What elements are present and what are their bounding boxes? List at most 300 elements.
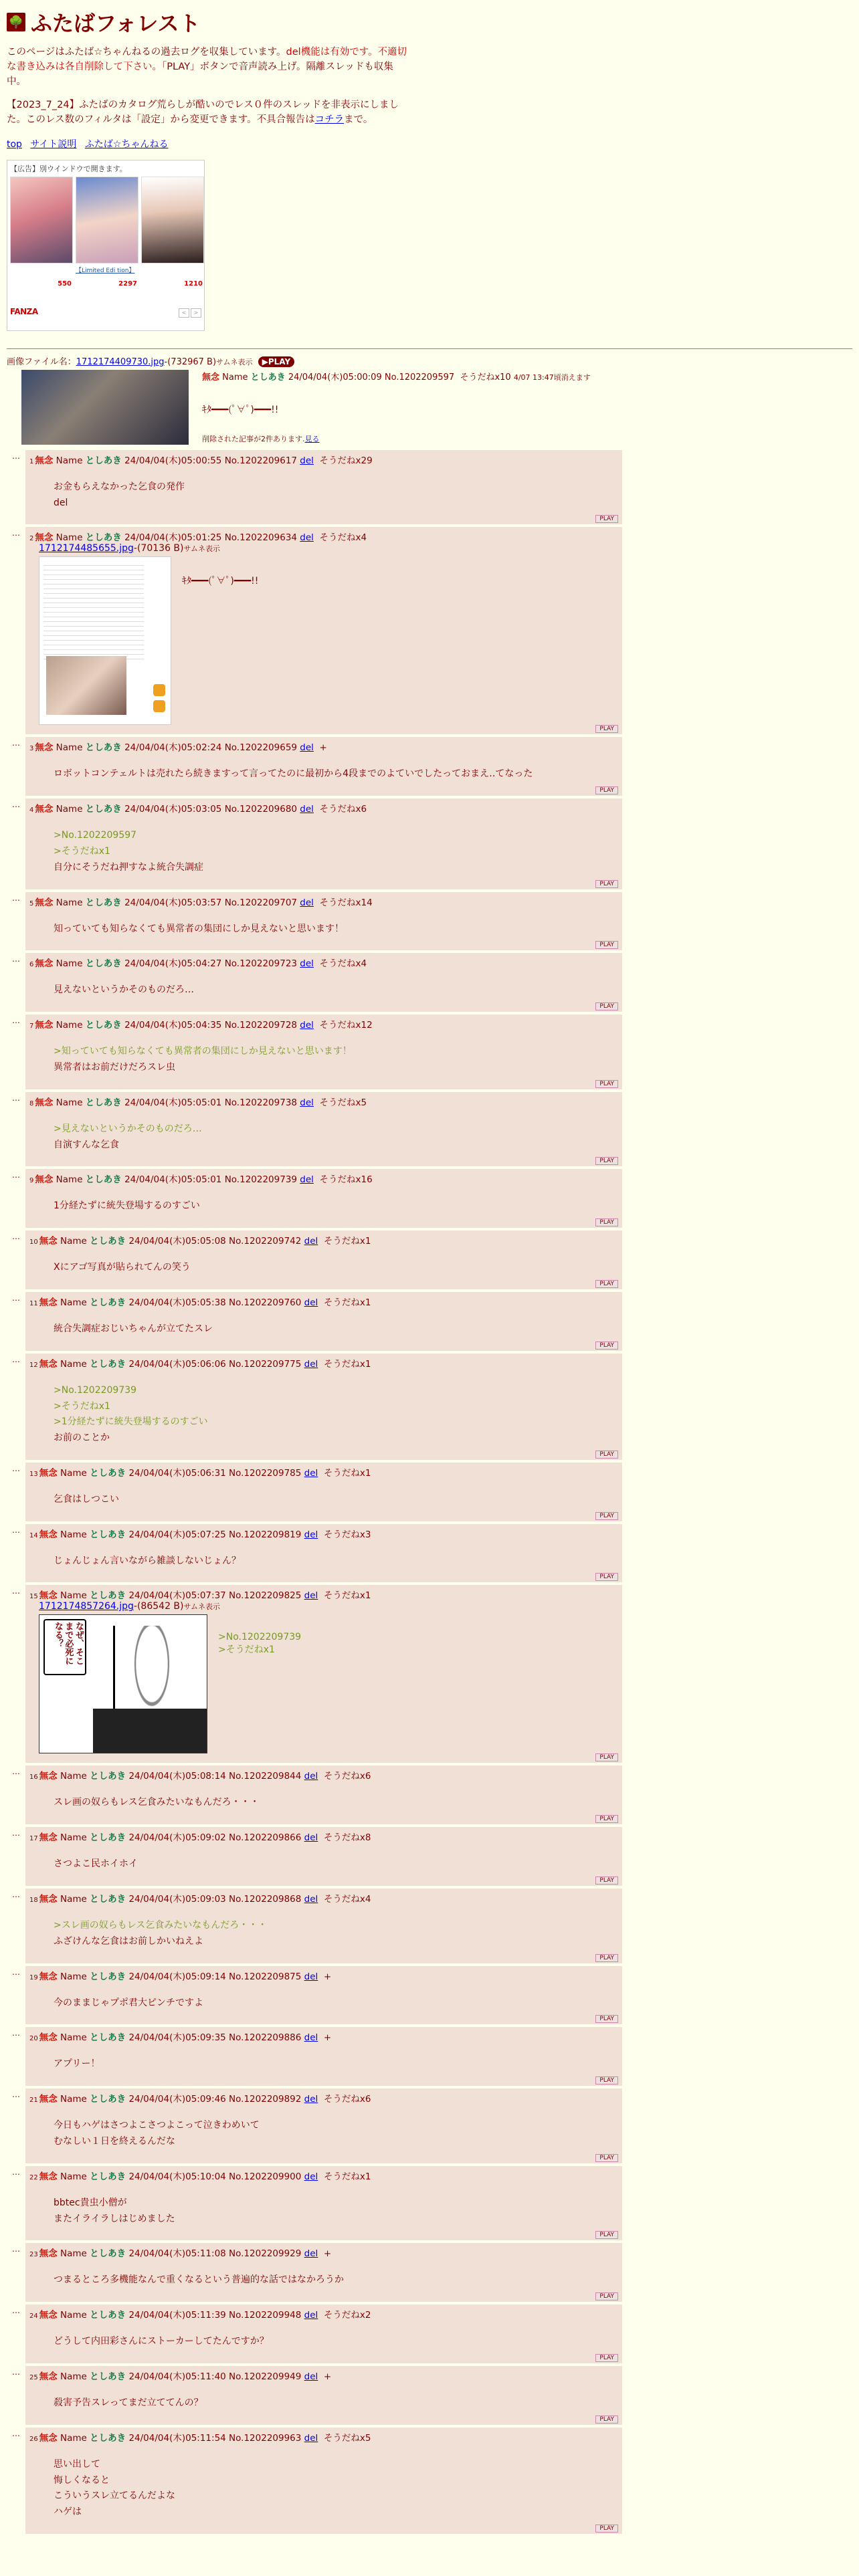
reply-number[interactable]: No.1202209900 bbox=[229, 2171, 302, 2182]
soudane-button[interactable]: そうだねx1 bbox=[323, 1467, 371, 1479]
reply-row bbox=[7, 2366, 852, 2425]
reply-index: 11 bbox=[29, 1299, 38, 1307]
reply-name-label: Name bbox=[60, 2310, 87, 2321]
play-button[interactable]: PLAY bbox=[595, 1954, 618, 1962]
reply-number[interactable]: No.1202209875 bbox=[229, 1971, 302, 1982]
op-file-link[interactable]: 1712174409730.jpg bbox=[76, 356, 165, 367]
reply-header bbox=[29, 1465, 618, 1479]
soudane-button[interactable]: そうだねx5 bbox=[319, 1097, 367, 1108]
reply-header bbox=[29, 2430, 618, 2444]
quote-line: >No.1202209597 bbox=[54, 830, 137, 841]
reply-index: 26 bbox=[29, 2435, 38, 2443]
ad-image[interactable] bbox=[10, 177, 73, 263]
play-button[interactable]: PLAY bbox=[595, 2076, 618, 2084]
reply-indent-marker: … bbox=[12, 2167, 20, 2177]
reply-name: としあき bbox=[85, 1174, 122, 1186]
reply-number[interactable]: No.1202209760 bbox=[229, 1297, 302, 1308]
reply-number[interactable]: No.1202209785 bbox=[229, 1467, 302, 1479]
reply-name: としあき bbox=[90, 2032, 126, 2044]
del-link[interactable]: del bbox=[300, 958, 314, 970]
op-soudane[interactable]: そうだねx10 bbox=[460, 372, 511, 383]
play-row bbox=[29, 1874, 618, 1885]
reply-row bbox=[7, 450, 852, 525]
reply-name-label: Name bbox=[60, 1297, 87, 1308]
reply-header bbox=[29, 2169, 618, 2182]
reply-line: 統合失調症おじいちゃんが立てたスレ bbox=[54, 1323, 213, 1334]
quote-line: >そうだねx1 bbox=[218, 1644, 275, 1656]
soudane-button[interactable]: そうだねx16 bbox=[319, 1174, 373, 1186]
reply-post bbox=[25, 2243, 622, 2302]
reply-index: 4 bbox=[29, 807, 34, 815]
reply-index: 6 bbox=[29, 961, 34, 969]
reply-number[interactable]: No.1202209844 bbox=[229, 1771, 302, 1782]
quote-line: >No.1202209739 bbox=[218, 1632, 302, 1643]
reply-name-label: Name bbox=[60, 1467, 87, 1479]
soudane-button[interactable]: + bbox=[319, 742, 327, 754]
play-button[interactable]: PLAY bbox=[595, 1341, 618, 1350]
ad-arrows bbox=[177, 306, 201, 318]
reply-name-label: Name bbox=[60, 1771, 87, 1782]
reply-image-row bbox=[39, 554, 618, 725]
del-link[interactable]: del bbox=[304, 1358, 318, 1370]
del-link[interactable]: del bbox=[304, 1297, 318, 1308]
reply-name-label: Name bbox=[56, 742, 83, 754]
report-link[interactable]: コチラ bbox=[314, 114, 345, 125]
reply-number[interactable]: No.1202209963 bbox=[229, 2432, 302, 2444]
play-row bbox=[29, 2290, 618, 2300]
del-link[interactable]: del bbox=[304, 1236, 318, 1247]
ad-price: 2297 bbox=[118, 280, 137, 288]
reply-datetime: 24/04/04(木)05:10:04 bbox=[128, 2171, 226, 2182]
reply-post bbox=[25, 527, 622, 734]
reply-name-label: Name bbox=[60, 1971, 87, 1982]
del-link[interactable]: del bbox=[304, 1467, 318, 1479]
play-button[interactable]: PLAY bbox=[595, 1876, 618, 1885]
intro bbox=[7, 45, 852, 128]
reply-number[interactable]: No.1202209949 bbox=[229, 2371, 302, 2383]
reply-body bbox=[182, 574, 258, 725]
del-link[interactable]: del bbox=[300, 455, 314, 466]
reply-header bbox=[29, 1588, 618, 1601]
reply-index: 19 bbox=[29, 1973, 38, 1981]
soudane-button[interactable]: そうだねx2 bbox=[323, 2310, 371, 2321]
reply-name-label: Name bbox=[56, 1020, 83, 1031]
reply-body bbox=[54, 1856, 618, 1872]
reply-post bbox=[25, 2366, 622, 2425]
reply-number[interactable]: No.1202209892 bbox=[229, 2094, 302, 2105]
reply-thumbnail[interactable] bbox=[39, 1614, 207, 1753]
reply-indent-marker: … bbox=[12, 2244, 20, 2254]
soudane-button[interactable]: そうだねx29 bbox=[319, 455, 373, 466]
reply-name-label: Name bbox=[60, 1236, 87, 1247]
play-button[interactable]: PLAY bbox=[595, 1218, 618, 1226]
del-link[interactable]: del bbox=[300, 804, 314, 815]
app-icon bbox=[153, 700, 165, 712]
site-header bbox=[7, 7, 852, 37]
ad-caption[interactable]: 【Limited Edi tion】 bbox=[76, 267, 135, 274]
reply-number[interactable]: No.1202209775 bbox=[229, 1358, 302, 1370]
soudane-button[interactable]: そうだねx4 bbox=[319, 532, 367, 544]
soudane-button[interactable]: + bbox=[323, 2371, 332, 2383]
soudane-button[interactable]: そうだねx1 bbox=[323, 1297, 371, 1308]
reply-post bbox=[25, 1354, 622, 1460]
reply-number[interactable]: No.1202209659 bbox=[224, 742, 297, 754]
reply-name: としあき bbox=[90, 1297, 126, 1308]
reply-row bbox=[7, 1889, 852, 1963]
reply-post bbox=[25, 450, 622, 525]
soudane-button[interactable]: + bbox=[323, 1971, 332, 1982]
reply-body bbox=[54, 1321, 618, 1337]
reply-datetime: 24/04/04(木)05:09:02 bbox=[128, 1832, 226, 1844]
reply-number[interactable]: No.1202209617 bbox=[224, 455, 297, 466]
soudane-button[interactable]: そうだねx4 bbox=[319, 958, 367, 970]
reply-index: 25 bbox=[29, 2374, 38, 2382]
reply-row bbox=[7, 2304, 852, 2363]
del-link[interactable]: del bbox=[300, 742, 314, 754]
reply-number[interactable]: No.1202209707 bbox=[224, 897, 297, 908]
reply-file-size: -(70136 B) bbox=[133, 543, 184, 554]
reply-line: 見えないというかそのものだろ… bbox=[54, 984, 194, 996]
ad-caption[interactable] bbox=[10, 265, 72, 280]
reply-datetime: 24/04/04(木)05:05:08 bbox=[128, 1236, 226, 1247]
reply-name: としあき bbox=[90, 1590, 126, 1602]
soudane-button[interactable]: そうだねx14 bbox=[319, 897, 373, 908]
reply-header bbox=[29, 1095, 618, 1108]
reply-datetime: 24/04/04(木)05:11:08 bbox=[128, 2248, 226, 2260]
del-link[interactable]: del bbox=[300, 1097, 314, 1108]
del-link[interactable]: del bbox=[300, 1174, 314, 1186]
reply-row bbox=[7, 1827, 852, 1886]
play-row bbox=[29, 1216, 618, 1226]
play-button[interactable]: PLAY bbox=[595, 1280, 618, 1288]
reply-thumbnail[interactable] bbox=[39, 556, 171, 725]
reply-line: スレ画の奴らもレス乞食みたいなもんだろ・・・ bbox=[54, 1797, 260, 1808]
play-button[interactable]: PLAY bbox=[595, 2154, 618, 2162]
play-button[interactable]: PLAY bbox=[595, 1451, 618, 1459]
reply-subject: 無念 bbox=[35, 532, 54, 544]
play-button[interactable]: PLAY bbox=[595, 1573, 618, 1581]
play-button[interactable]: PLAY bbox=[595, 2525, 618, 2533]
reply-header bbox=[29, 1017, 618, 1031]
reply-row bbox=[7, 2243, 852, 2302]
app-icon bbox=[153, 684, 165, 696]
deleted-show-link[interactable]: 見る bbox=[304, 434, 320, 443]
reply-number[interactable]: No.1202209866 bbox=[229, 1832, 302, 1844]
ad-item[interactable] bbox=[10, 177, 72, 288]
reply-datetime: 24/04/04(木)05:05:01 bbox=[124, 1174, 222, 1186]
reply-line: どうして内田彩さんにストーカーしてたんですか？ bbox=[54, 2336, 269, 2347]
reply-subject: 無念 bbox=[39, 1358, 58, 1370]
reply-row bbox=[7, 892, 852, 951]
del-link[interactable]: del bbox=[304, 2171, 318, 2182]
reply-indent-marker: … bbox=[12, 2090, 20, 2100]
nav-futaba-link[interactable]: ふたば☆ちゃんねる bbox=[84, 138, 169, 150]
reply-number[interactable]: No.1202209742 bbox=[229, 1236, 302, 1247]
reply-name: としあき bbox=[90, 1236, 126, 1247]
reply-row bbox=[7, 1354, 852, 1460]
reply-line: 殺害予告スレってまだ立ててんの？ bbox=[54, 2397, 203, 2409]
reply-row bbox=[7, 1292, 852, 1351]
play-button[interactable]: PLAY bbox=[595, 941, 618, 949]
soudane-button[interactable]: + bbox=[323, 2032, 332, 2044]
reply-datetime: 24/04/04(木)05:09:03 bbox=[128, 1894, 226, 1905]
del-link[interactable]: del bbox=[304, 1894, 318, 1905]
del-link[interactable]: del bbox=[300, 1020, 314, 1031]
del-link[interactable]: del bbox=[304, 1971, 318, 1982]
reply-line: むなしい１日を終えるんだな bbox=[54, 2136, 175, 2147]
ad-item[interactable] bbox=[76, 177, 137, 288]
reply-file-link[interactable]: 1712174485655.jpg bbox=[39, 543, 134, 554]
reply-row bbox=[7, 1966, 852, 2025]
reply-number[interactable]: No.1202209728 bbox=[224, 1020, 297, 1031]
reply-header bbox=[29, 1172, 618, 1185]
del-link[interactable]: del bbox=[304, 2310, 318, 2321]
op-header bbox=[202, 370, 591, 383]
soudane-button[interactable]: そうだねx1 bbox=[323, 1590, 371, 1602]
del-link[interactable]: del bbox=[304, 1529, 318, 1540]
reply-index: 13 bbox=[29, 1470, 38, 1478]
reply-name: としあき bbox=[90, 2310, 126, 2321]
soudane-button[interactable]: そうだねx12 bbox=[319, 1020, 373, 1031]
reply-indent-marker: … bbox=[12, 800, 20, 810]
file-label: 画像ファイル名： bbox=[7, 356, 76, 367]
play-button[interactable]: PLAY bbox=[595, 2231, 618, 2239]
reply-name-label: Name bbox=[56, 532, 83, 544]
del-link[interactable]: del bbox=[304, 1590, 318, 1602]
reply-file-line bbox=[39, 543, 618, 554]
ad-image[interactable] bbox=[76, 177, 138, 263]
play-button[interactable]: PLAY bbox=[595, 880, 618, 888]
op-play-button[interactable]: ▶PLAY bbox=[258, 356, 295, 367]
reply-post bbox=[25, 1169, 622, 1228]
reply-number[interactable]: No.1202209929 bbox=[229, 2248, 302, 2260]
quote-line: >そうだねx1 bbox=[54, 845, 110, 857]
reply-index: 20 bbox=[29, 2035, 38, 2043]
reply-index: 22 bbox=[29, 2173, 38, 2181]
reply-row bbox=[7, 1463, 852, 1521]
reply-row bbox=[7, 953, 852, 1012]
reply-name-label: Name bbox=[56, 1097, 83, 1108]
reply-index: 21 bbox=[29, 2097, 38, 2105]
reply-header bbox=[29, 801, 618, 815]
reply-name: としあき bbox=[90, 1771, 126, 1782]
reply-name: としあき bbox=[90, 1971, 126, 1982]
ad-banner bbox=[7, 160, 205, 331]
reply-header bbox=[29, 530, 618, 543]
del-link[interactable]: del bbox=[300, 897, 314, 908]
play-button[interactable]: PLAY bbox=[595, 1002, 618, 1010]
reply-index: 16 bbox=[29, 1774, 38, 1782]
op-number[interactable]: No.1202209597 bbox=[384, 372, 455, 383]
reply-post bbox=[25, 737, 622, 796]
reply-index: 5 bbox=[29, 899, 34, 907]
play-row bbox=[29, 2074, 618, 2084]
reply-subject: 無念 bbox=[39, 2248, 58, 2260]
ad-prev-arrow-icon[interactable]: < bbox=[179, 308, 189, 318]
soudane-button[interactable]: + bbox=[323, 2248, 332, 2260]
reply-datetime: 24/04/04(木)05:08:14 bbox=[128, 1771, 226, 1782]
soudane-button[interactable]: そうだねx6 bbox=[323, 1771, 371, 1782]
del-link[interactable]: del bbox=[304, 2094, 318, 2105]
reply-row bbox=[7, 1585, 852, 1763]
soudane-button[interactable]: そうだねx3 bbox=[323, 1529, 371, 1540]
ad-item[interactable] bbox=[141, 177, 203, 288]
nav-about-link[interactable]: サイト説明 bbox=[30, 138, 77, 150]
reply-body bbox=[54, 479, 618, 512]
reply-subject: 無念 bbox=[35, 958, 54, 970]
reply-indent-marker: … bbox=[12, 1170, 20, 1180]
reply-file-link[interactable]: 1712174857264.jpg bbox=[39, 1601, 134, 1612]
soudane-button[interactable]: そうだねx8 bbox=[323, 1832, 371, 1844]
reply-number[interactable]: No.1202209723 bbox=[224, 958, 297, 970]
ad-image[interactable] bbox=[141, 177, 204, 263]
reply-name-label: Name bbox=[60, 1832, 87, 1844]
soudane-button[interactable]: そうだねx5 bbox=[323, 2432, 371, 2444]
intro-paragraph-2 bbox=[7, 98, 408, 128]
soudane-button[interactable]: そうだねx6 bbox=[323, 2094, 371, 2105]
play-button[interactable]: PLAY bbox=[595, 1512, 618, 1520]
reply-header bbox=[29, 1891, 618, 1905]
reply-indent-marker: … bbox=[12, 1232, 20, 1242]
reply-body bbox=[54, 922, 618, 938]
reply-index: 3 bbox=[29, 745, 34, 753]
soudane-button[interactable]: そうだねx1 bbox=[323, 1236, 371, 1247]
play-button[interactable]: PLAY bbox=[595, 2015, 618, 2023]
reply-number[interactable]: No.1202209738 bbox=[224, 1097, 297, 1108]
soudane-button[interactable]: そうだねx1 bbox=[323, 1358, 371, 1370]
play-row bbox=[29, 2151, 618, 2162]
play-row bbox=[29, 1339, 618, 1350]
reply-subject: 無念 bbox=[39, 2310, 58, 2321]
reply-subject: 無念 bbox=[39, 2371, 58, 2383]
reply-subject: 無念 bbox=[39, 1590, 58, 1602]
play-button[interactable]: PLAY bbox=[595, 2354, 618, 2362]
play-button[interactable]: PLAY bbox=[595, 786, 618, 794]
reply-line: アプリー！ bbox=[54, 2058, 100, 2070]
reply-index: 7 bbox=[29, 1023, 34, 1031]
reply-number[interactable]: No.1202209819 bbox=[229, 1529, 302, 1540]
reply-datetime: 24/04/04(木)05:07:25 bbox=[128, 1529, 226, 1540]
ad-caption[interactable] bbox=[141, 265, 203, 280]
op-thumbnail[interactable] bbox=[21, 370, 189, 445]
reply-index: 14 bbox=[29, 1531, 38, 1539]
del-link[interactable]: del bbox=[304, 2248, 318, 2260]
reply-header bbox=[29, 895, 618, 908]
play-button[interactable]: PLAY bbox=[595, 1753, 618, 1761]
quote-line: >見えないというかそのものだろ… bbox=[54, 1123, 202, 1134]
play-row bbox=[29, 2228, 618, 2239]
reply-header bbox=[29, 1356, 618, 1370]
reply-line: 1分経たずに統失登場するのすごい bbox=[54, 1200, 200, 1212]
del-link[interactable]: del bbox=[304, 1771, 318, 1782]
play-button[interactable]: PLAY bbox=[595, 2416, 618, 2424]
play-button[interactable]: PLAY bbox=[595, 515, 618, 523]
nav-top-link[interactable]: top bbox=[7, 138, 22, 150]
reply-post bbox=[25, 1292, 622, 1351]
op-body: ｷﾀ━━━(ﾟ∀ﾟ)━━━!! bbox=[202, 404, 279, 415]
reply-index: 10 bbox=[29, 1239, 38, 1247]
play-row bbox=[29, 2012, 618, 2023]
reply-datetime: 24/04/04(木)05:11:39 bbox=[128, 2310, 226, 2321]
reply-post bbox=[25, 1585, 622, 1763]
reply-indent-marker: … bbox=[12, 1463, 20, 1473]
reply-index: 23 bbox=[29, 2251, 38, 2259]
reply-name: としあき bbox=[90, 1832, 126, 1844]
reply-name-label: Name bbox=[60, 2032, 87, 2044]
reply-name-label: Name bbox=[60, 1894, 87, 1905]
reply-header bbox=[29, 956, 618, 969]
reply-subject: 無念 bbox=[39, 1236, 58, 1247]
reply-indent-marker: … bbox=[12, 1093, 20, 1103]
soudane-button[interactable]: そうだねx4 bbox=[323, 1894, 371, 1905]
reply-number[interactable]: No.1202209739 bbox=[224, 1174, 297, 1186]
play-button[interactable]: PLAY bbox=[595, 1080, 618, 1088]
reply-line: del bbox=[54, 497, 68, 508]
ad-items bbox=[10, 177, 201, 288]
play-button[interactable]: PLAY bbox=[595, 1815, 618, 1823]
reply-row bbox=[7, 1765, 852, 1824]
reply-datetime: 24/04/04(木)05:03:57 bbox=[124, 897, 222, 908]
play-button[interactable]: PLAY bbox=[595, 1157, 618, 1165]
del-link[interactable]: del bbox=[304, 1832, 318, 1844]
play-row bbox=[29, 1277, 618, 1288]
reply-number[interactable]: No.1202209886 bbox=[229, 2032, 302, 2044]
del-link[interactable]: del bbox=[304, 2032, 318, 2044]
reply-post bbox=[25, 1230, 622, 1289]
reply-number[interactable]: No.1202209634 bbox=[224, 532, 297, 544]
reply-name-label: Name bbox=[60, 1529, 87, 1540]
reply-datetime: 24/04/04(木)05:07:37 bbox=[128, 1590, 226, 1602]
thumb-note: サムネ表示 bbox=[183, 544, 220, 554]
del-link[interactable]: del bbox=[304, 2371, 318, 2383]
play-row bbox=[29, 512, 618, 523]
play-row bbox=[29, 784, 618, 794]
soudane-button[interactable]: そうだねx6 bbox=[319, 804, 367, 815]
reply-line: Xにアゴ写真が貼られてんの笑う bbox=[54, 1262, 191, 1273]
reply-datetime: 24/04/04(木)05:03:05 bbox=[124, 804, 222, 815]
intro-paragraph-1 bbox=[7, 45, 408, 89]
reply-number[interactable]: No.1202209825 bbox=[229, 1590, 302, 1602]
reply-number[interactable]: No.1202209868 bbox=[229, 1894, 302, 1905]
reply-subject: 無念 bbox=[39, 1894, 58, 1905]
play-button[interactable]: PLAY bbox=[595, 2292, 618, 2300]
reply-name: としあき bbox=[85, 532, 122, 544]
reply-header bbox=[29, 2369, 618, 2382]
reply-post bbox=[25, 2027, 622, 2086]
reply-subject: 無念 bbox=[35, 742, 54, 754]
reply-name-label: Name bbox=[60, 2432, 87, 2444]
reply-header bbox=[29, 2307, 618, 2321]
reply-indent-marker: … bbox=[12, 2306, 20, 2316]
reply-body bbox=[54, 2272, 618, 2288]
ad-label: 【広告】別ウインドウで開きます。 bbox=[10, 164, 127, 173]
reply-name: としあき bbox=[90, 1894, 126, 1905]
reply-number[interactable]: No.1202209680 bbox=[224, 804, 297, 815]
reply-body bbox=[54, 1383, 618, 1446]
reply-line: つまるところ多機能なんで重くなるという普遍的な話ではなかろうか bbox=[54, 2274, 344, 2286]
reply-subject: 無念 bbox=[39, 2432, 58, 2444]
ad-next-arrow-icon[interactable]: > bbox=[191, 308, 201, 318]
reply-number[interactable]: No.1202209948 bbox=[229, 2310, 302, 2321]
del-link[interactable]: del bbox=[304, 2432, 318, 2444]
soudane-button[interactable]: そうだねx1 bbox=[323, 2171, 371, 2182]
play-button[interactable]: PLAY bbox=[595, 725, 618, 733]
reply-post bbox=[25, 1889, 622, 1963]
reply-body bbox=[54, 982, 618, 998]
reply-line: こういうスレ立てるんだよな bbox=[54, 2490, 175, 2502]
del-link[interactable]: del bbox=[300, 532, 314, 544]
reply-row bbox=[7, 527, 852, 734]
